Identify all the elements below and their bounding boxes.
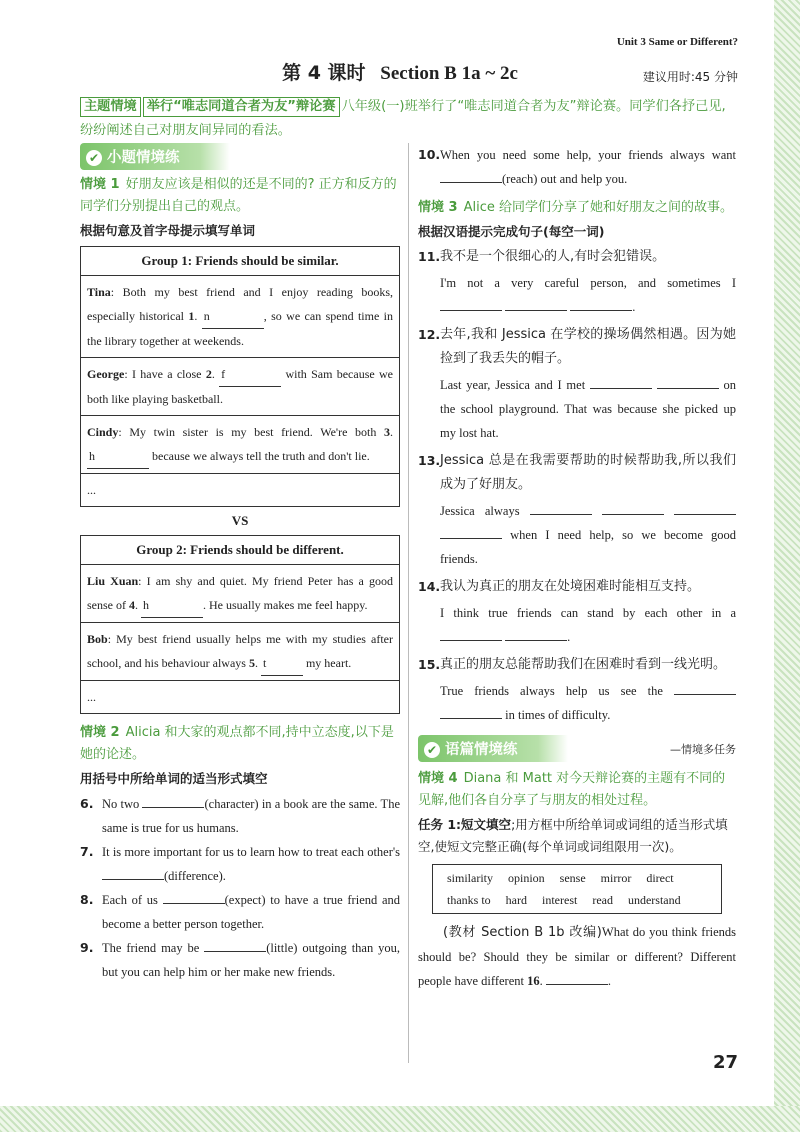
check-icon: ✔ (86, 150, 102, 166)
word-item: similarity (447, 871, 493, 885)
answer-blank[interactable] (440, 310, 502, 311)
left-column (80, 143, 400, 984)
word-box (432, 864, 722, 914)
word-item: sense (559, 871, 586, 885)
answer-blank[interactable] (440, 640, 502, 641)
answer-blank[interactable]: t (261, 651, 303, 676)
group-2-heading: Group 2: Friends should be different. (81, 536, 399, 565)
scene-3: 情境 3 Alice 给同学们分享了她和好朋友之间的故事。 (418, 200, 733, 215)
suggested-time: 建议用时:45 分钟 (642, 70, 738, 84)
answer-blank[interactable] (440, 182, 502, 183)
question-11: 11. 我不是一个很细心的人,有时会犯错误。 I'm not a very careful person, and sometimes I . (418, 249, 736, 314)
group-1-box (80, 246, 400, 507)
column-divider (408, 143, 409, 1063)
answer-blank[interactable] (674, 694, 736, 695)
check-icon: ✔ (424, 742, 440, 758)
word-item: thanks to (447, 893, 491, 907)
question-12: 12. 去年,我和 Jessica 在学校的操场偶然相遇。因为她捡到了我丢失的帽子。 Last year, Jessica and I met on the school playground. That was because she picked up my lost hat. (418, 327, 737, 440)
lesson-title-zh: 第 4 课时 (282, 62, 366, 84)
answer-blank[interactable] (440, 718, 502, 719)
answer-blank[interactable] (142, 807, 204, 808)
task-1-instruction: 任务 1:短文填空;用方框中所给单词或词组的适当形式填空,使短文完整正确(每个单词或词组限用一次)。 (418, 817, 728, 854)
section-banner-discourse: ✔ 语篇情境练 (418, 735, 568, 762)
answer-blank[interactable] (530, 514, 592, 515)
lesson-title-en: Section B 1a ~ 2c (380, 63, 518, 84)
answer-blank[interactable] (505, 310, 567, 311)
group-1-item: George: I have a close 2. f with Sam because we both like playing basketball. (81, 358, 399, 416)
question-15: 15. 真正的朋友总能帮助我们在困难时看到一线光明。 True friends always help us see the in times of difficulty. (418, 653, 736, 727)
unit-header: Unit 3 Same or Different? (616, 36, 738, 48)
group-1-item: Tina: Both my best friend and I enjoy reading books, especially historical 1. n , so we can spend time in the library together at weekends. (81, 276, 399, 358)
vs-label: VS (231, 513, 249, 528)
scene-4: 情境 4 Diana 和 Matt 对今天辩论赛的主题有不同的见解,他们各自分享了与朋友的相处过程。 (418, 771, 726, 808)
page-number: 27 (712, 1052, 738, 1073)
instruction-2: 用括号中所给单词的适当形式填空 (80, 771, 268, 786)
group-1-ellipsis: ... (87, 483, 96, 497)
answer-blank[interactable] (102, 879, 164, 880)
instruction-1: 根据句意及首字母提示填写单词 (80, 223, 256, 238)
theme-text: 八年级(一)班举行了“唯志同道合者为友”辩论赛。同学们各抒己见,纷纷阐述自己对朋友间异同的看法。 (80, 99, 726, 138)
discourse-banner-row (418, 735, 736, 762)
answer-blank[interactable] (546, 984, 608, 985)
group-2-item: Bob: My best friend usually helps me with my studies after school, and his behaviour always 5. t my heart. (81, 623, 399, 681)
question-8: 8. Each of us (expect) to have a true friend and become a better person together. (80, 892, 400, 931)
answer-blank[interactable] (602, 514, 664, 515)
group-2-item: Liu Xuan: I am shy and quiet. My friend Peter has a good sense of 4. h . He usually makes me feel happy. (81, 565, 399, 623)
scene-2: 情境 2 Alicia 和大家的观点都不同,持中立态度,以下是她的论述。 (80, 725, 394, 762)
scene-1: 情境 1 好朋友应该是相似的还是不同的? 正方和反方的同学们分别提出自己的观点。 (80, 177, 397, 214)
answer-blank[interactable] (163, 903, 225, 904)
answer-blank[interactable] (657, 388, 719, 389)
answer-blank[interactable] (674, 514, 736, 515)
bottom-decoration-strip (0, 1106, 800, 1132)
answer-blank[interactable] (590, 388, 652, 389)
answer-blank[interactable] (505, 640, 567, 641)
theme-tag-2: 举行“唯志同道合者为友”辩论赛 (143, 97, 340, 117)
group-1-item: Cindy: My twin sister is my best friend. We're both 3. h because we always tell the truth and don't lie. (81, 416, 399, 474)
answer-blank[interactable] (204, 951, 266, 952)
section-banner-small: ✔ 小题情境练 (80, 143, 230, 170)
question-7: 7. It is more important for us to learn how to treat each other's (difference). (80, 844, 400, 883)
answer-blank[interactable]: f (219, 362, 281, 387)
answer-blank[interactable]: h (141, 593, 203, 618)
answer-blank[interactable]: h (87, 444, 149, 469)
word-item: direct (646, 871, 674, 885)
question-14: 14. 我认为真正的朋友在处境困难时能相互支持。 I think true friends can stand by each other in a . (418, 579, 736, 644)
multi-task-label: —情境多任务 (670, 742, 736, 756)
theme-intro (80, 95, 735, 143)
group-2-ellipsis: ... (87, 690, 96, 704)
word-item: opinion (508, 871, 545, 885)
theme-tag: 主题情境 (80, 97, 141, 117)
question-13: 13. Jessica 总是在我需要帮助的时候帮助我,所以我们成为了好朋友。 Jessica always when I need help, so we become good friends. (418, 453, 736, 566)
word-item: understand (627, 893, 681, 907)
group-1-heading: Group 1: Friends should be similar. (81, 247, 399, 276)
word-item: mirror (600, 871, 632, 885)
instruction-3: 根据汉语提示完成句子(每空一词) (418, 224, 605, 239)
right-decoration-strip (774, 0, 800, 1132)
word-item: interest (542, 893, 578, 907)
group-2-box (80, 535, 400, 714)
passage-text: (教材 Section B 1b 改编)What do you think friends should be? Should they be similar or different? Different people have different 16. . (418, 925, 736, 988)
question-9: 9. The friend may be (little) outgoing than you, but you can help him or her make new friends. (80, 940, 400, 979)
question-6: 6. No two (character) in a book are the same. The same is true for us humans. (80, 796, 400, 835)
answer-blank[interactable] (440, 538, 502, 539)
answer-blank[interactable] (570, 310, 632, 311)
answer-blank[interactable]: n (202, 304, 264, 329)
question-10: 10. When you need some help, your friends always want (reach) out and help you. (418, 147, 736, 186)
right-column (418, 143, 736, 993)
word-item: hard (505, 893, 527, 907)
word-item: read (592, 893, 613, 907)
